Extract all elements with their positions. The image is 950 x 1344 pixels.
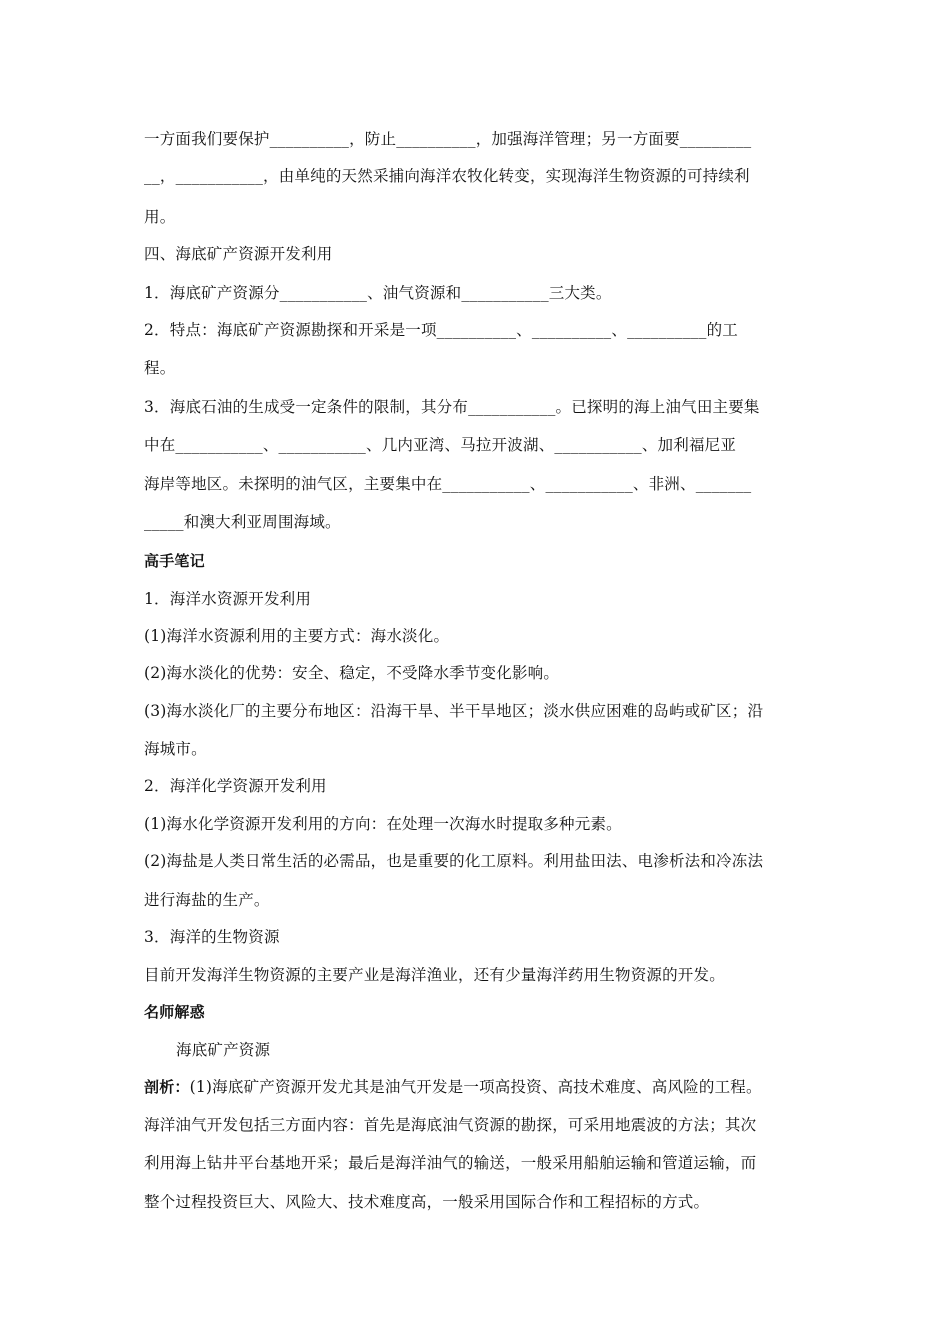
text-line: __，___________，由单纯的天然采捕向海洋农牧化转变，实现海洋生物资源的可持续利 (144, 167, 750, 185)
explain-line: 整个过程投资巨大、风险大、技术难度高，一般采用国际合作和工程招标的方式。 (144, 1193, 710, 1211)
notes-line: (1)海洋水资源利用的主要方式：海水淡化。 (144, 627, 450, 645)
explain-line: 利用海上钻井平台基地开采；最后是海洋油气的输送，一般采用船舶运输和管道运输，而 (144, 1154, 757, 1172)
notes-heading: 高手笔记 (144, 552, 205, 570)
text-line: 用。 (144, 208, 176, 226)
notes-line: (2)海盐是人类日常生活的必需品，也是重要的化工原料。利用盐田法、电渗析法和冷冻法 (144, 852, 764, 870)
notes-line: 目前开发海洋生物资源的主要产业是海洋渔业，还有少量海洋药用生物资源的开发。 (144, 966, 725, 984)
text-line: 2．特点：海底矿产资源勘探和开采是一项__________、__________、__________的工 (144, 321, 738, 339)
notes-line: 2．海洋化学资源开发利用 (144, 777, 327, 795)
explain-heading: 名师解惑 (144, 1003, 205, 1021)
text-line: 中在___________、___________、几内亚湾、马拉开波湖、___________、加利福尼亚 (144, 436, 737, 454)
notes-line: (1)海水化学资源开发利用的方向：在处理一次海水时提取多种元素。 (144, 815, 622, 833)
text-line: 一方面我们要保护__________，防止__________，加强海洋管理；另一方面要_________ (144, 130, 752, 148)
analysis-label: 剖析： (144, 1078, 190, 1096)
text-line: 3．海底石油的生成受一定条件的限制，其分布___________。已探明的海上油气田主要集 (144, 398, 760, 416)
section-heading: 四、海底矿产资源开发利用 (144, 245, 333, 263)
notes-line: 3．海洋的生物资源 (144, 928, 280, 946)
explain-topic: 海底矿产资源 (176, 1041, 271, 1059)
text-line: 海岸等地区。未探明的油气区，主要集中在___________、___________、非洲、_______ (144, 475, 752, 493)
notes-line: (3)海水淡化厂的主要分布地区：沿海干旱、半干旱地区；淡水供应困难的岛屿或矿区；沿 (144, 702, 764, 720)
notes-line: (2)海水淡化的优势：安全、稳定，不受降水季节变化影响。 (144, 664, 560, 682)
notes-line: 进行海盐的生产。 (144, 891, 270, 909)
notes-line: 海城市。 (144, 740, 207, 758)
explain-line: 海洋油气开发包括三方面内容：首先是海底油气资源的勘探，可采用地震波的方法；其次 (144, 1116, 757, 1134)
text-line: 程。 (144, 359, 176, 377)
explain-first-line (144, 1076, 762, 1098)
explain-text: (1)海底矿产资源开发尤其是油气开发是一项高投资、高技术难度、高风险的工程。 (189, 1078, 762, 1096)
notes-line: 1．海洋水资源开发利用 (144, 590, 312, 608)
text-line: _____和澳大利亚周围海域。 (144, 513, 341, 531)
text-line: 1．海底矿产资源分___________、油气资源和___________三大类。 (144, 284, 612, 302)
